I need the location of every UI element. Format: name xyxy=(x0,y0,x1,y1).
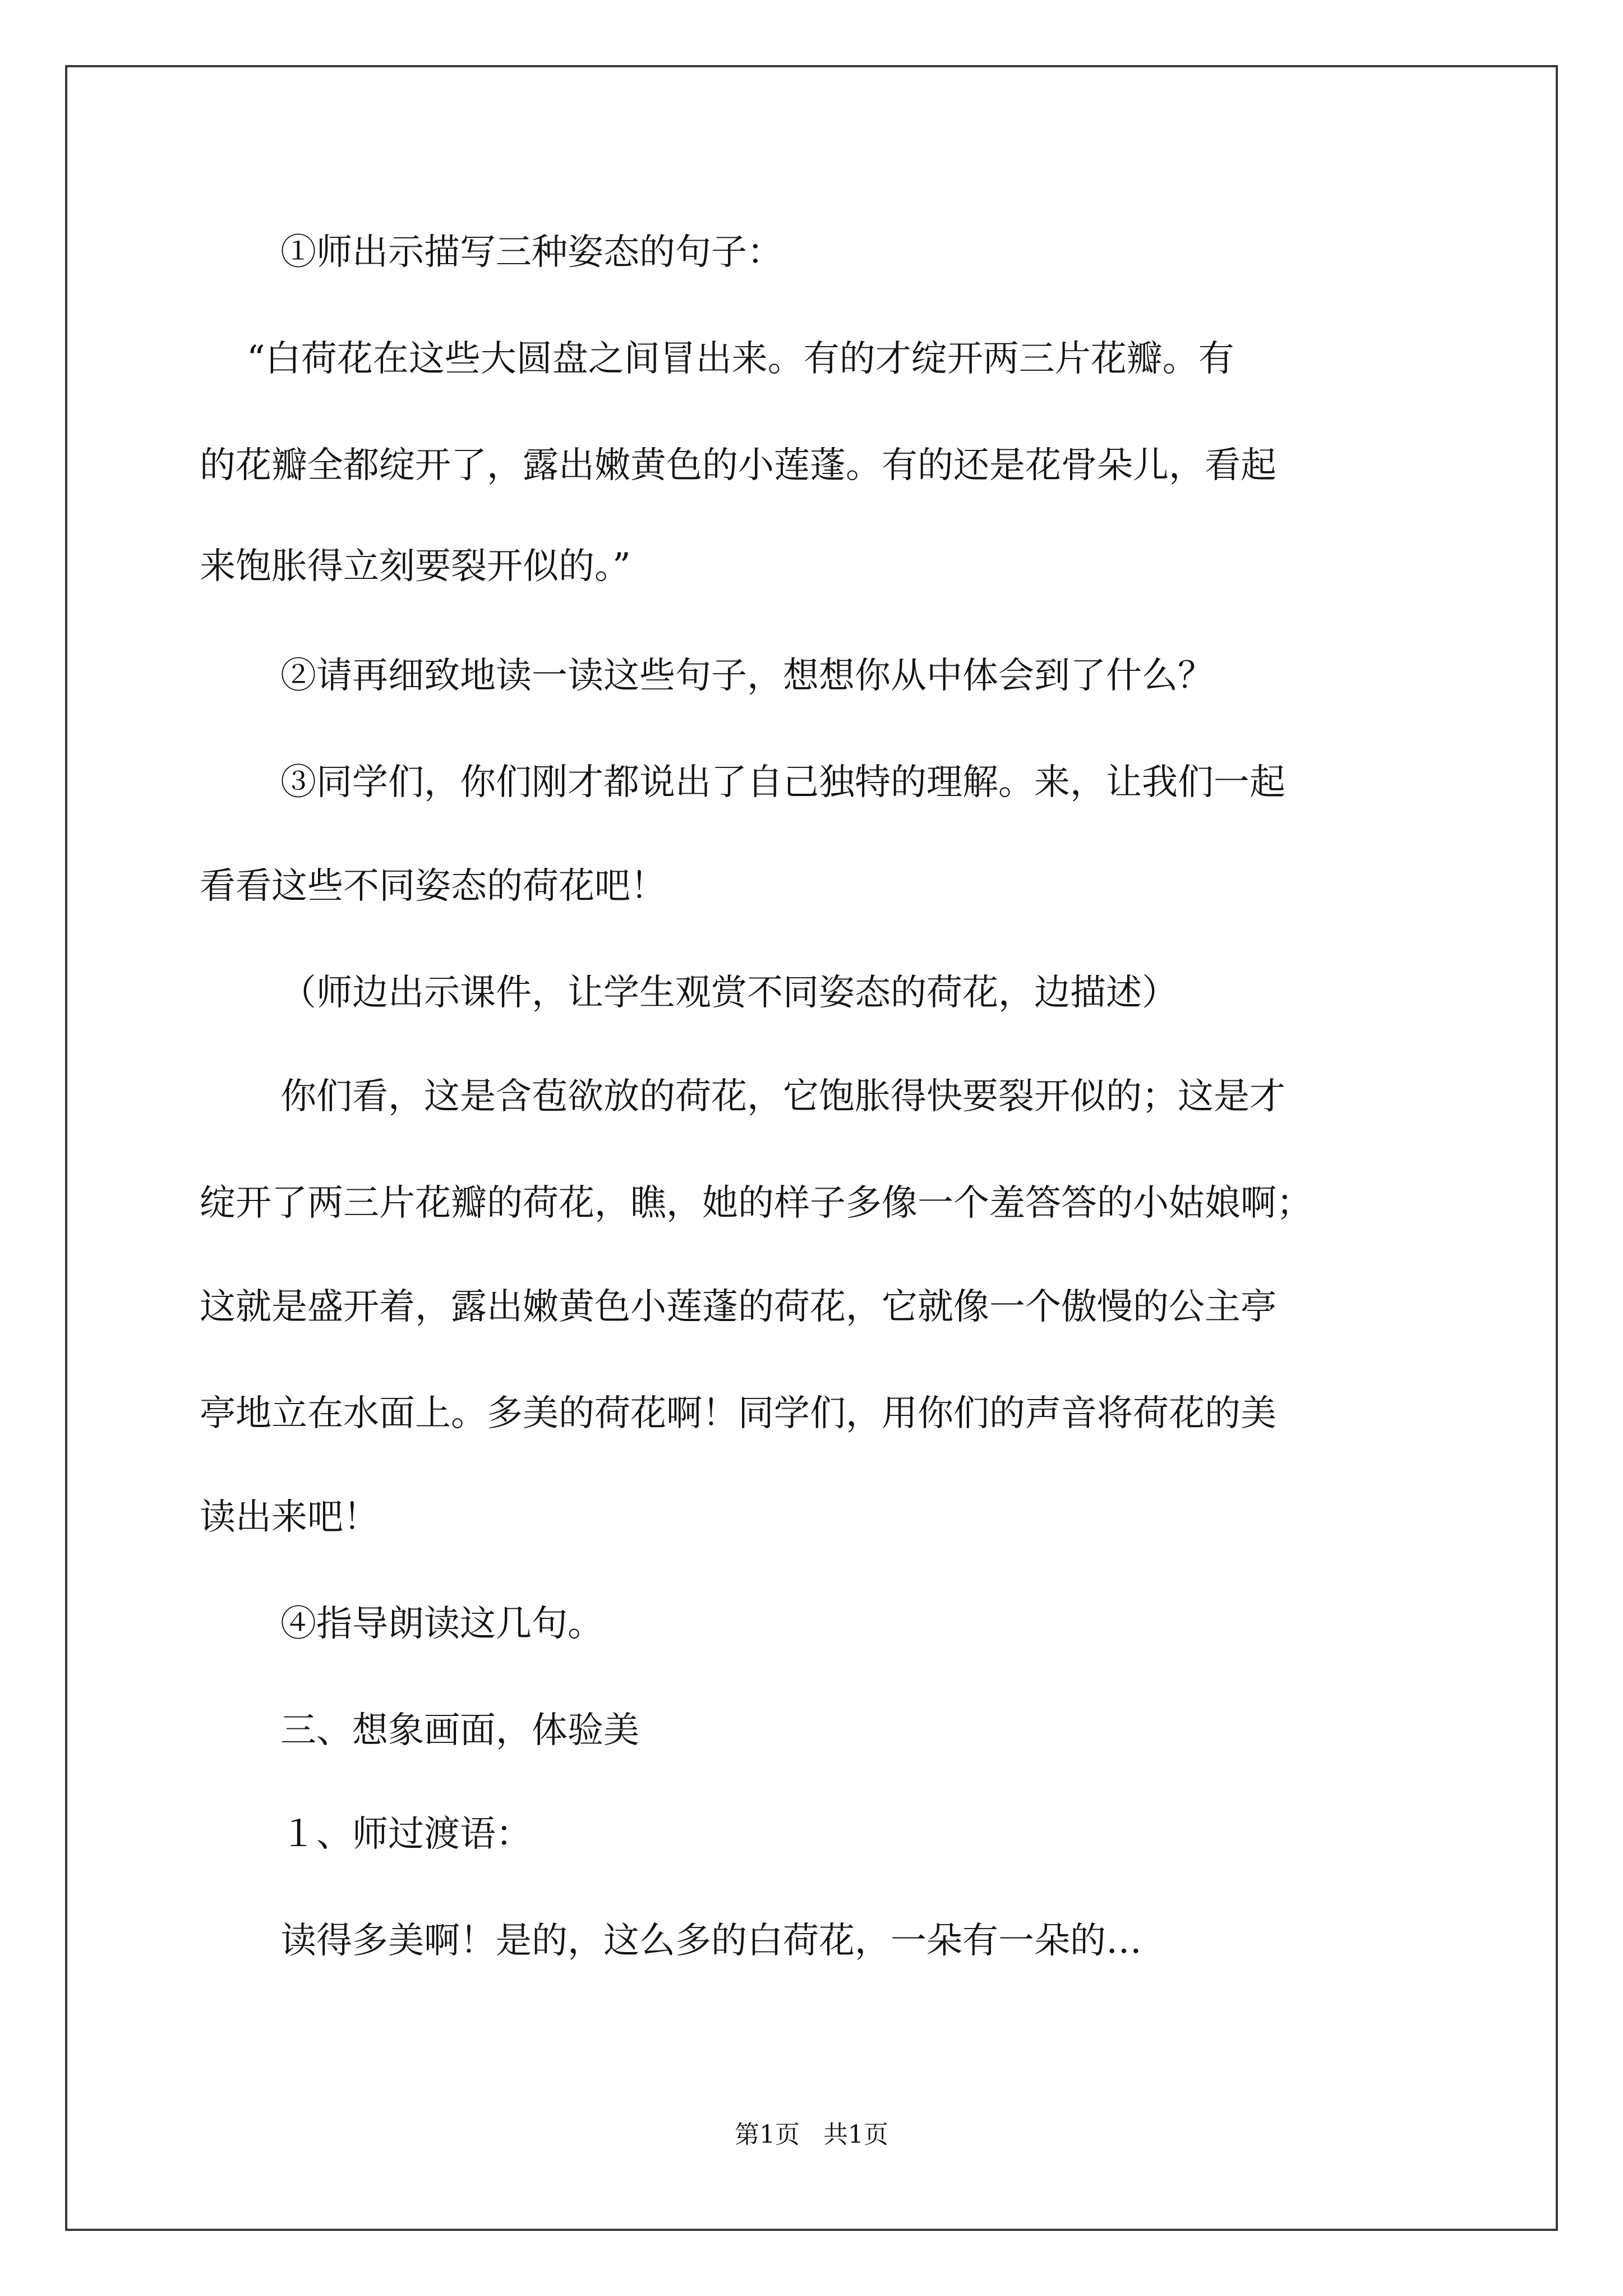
text-line: １、师过渡语： xyxy=(280,1814,532,1855)
text-line: 来饱胀得立刻要裂开似的。” xyxy=(200,546,631,587)
text-line: 亭地立在水面上。多美的荷花啊！同学们，用你们的声音将荷花的美 xyxy=(200,1393,1276,1434)
page-border xyxy=(65,65,1558,2231)
page-number: 第1页 xyxy=(735,2120,800,2149)
page-total: 共1页 xyxy=(823,2120,888,2149)
text-line: ②请再细致地读一读这些句子，想想你从中体会到了什么？ xyxy=(280,655,1214,697)
text-line: 这就是盛开着，露出嫩黄色小莲蓬的荷花，它就像一个傲慢的公主亭 xyxy=(200,1286,1276,1328)
text-line: “白荷花在这些大圆盘之间冒出来。有的才绽开两三片花瓣。有 xyxy=(247,338,1234,380)
text-line: 看看这些不同姿态的荷花吧！ xyxy=(200,866,666,907)
page-footer xyxy=(0,2119,1623,2151)
text-line: 的花瓣全都绽开了，露出嫩黄色的小莲蓬。有的还是花骨朵儿，看起 xyxy=(200,445,1276,486)
text-line: ④指导朗读这几句。 xyxy=(280,1603,603,1645)
text-line: （师边出示课件，让学生观赏不同姿态的荷花，边描述） xyxy=(280,972,1178,1014)
text-line: 你们看，这是含苞欲放的荷花，它饱胀得快要裂开似的；这是才 xyxy=(280,1076,1285,1117)
text-line: 绽开了两三片花瓣的荷花，瞧，她的样子多像一个羞答答的小姑娘啊； xyxy=(200,1182,1312,1224)
text-line: 读出来吧！ xyxy=(200,1497,379,1538)
section-heading: 三、想象画面，体验美 xyxy=(280,1710,639,1751)
text-line: ①师出示描写三种姿态的句子： xyxy=(280,232,783,273)
text-line: 读得多美啊！是的，这么多的白荷花，一朵有一朵的… xyxy=(280,1920,1142,1962)
text-line: ③同学们，你们刚才都说出了自己独特的理解。来，让我们一起 xyxy=(280,762,1285,803)
